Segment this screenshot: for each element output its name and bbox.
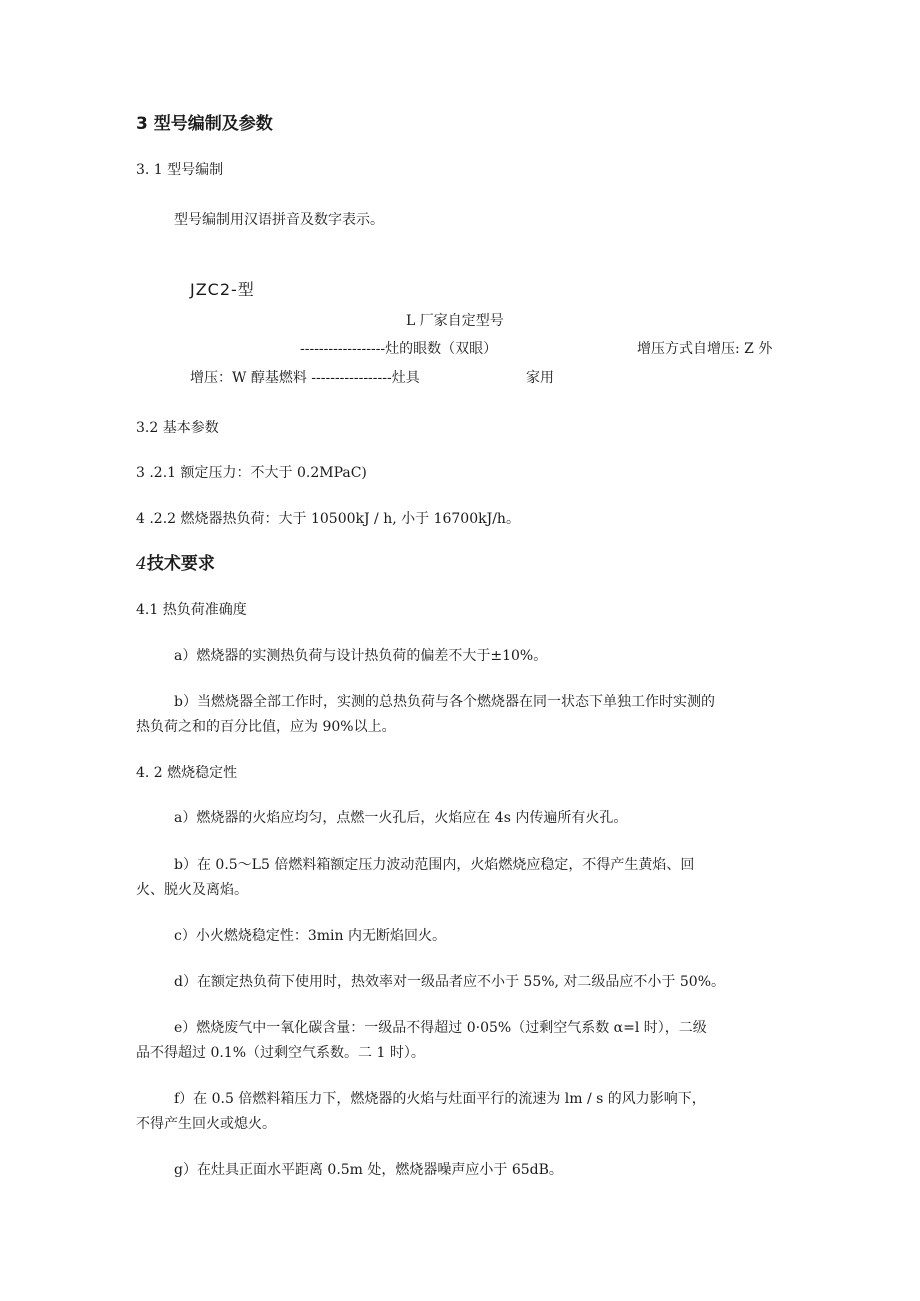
section-3-2-heading: 3.2 基本参数 (136, 420, 219, 436)
section-3-title: 3 型号编制及参数 (136, 114, 273, 134)
item-4-2-e-line2: 品不得超过 0.1%（过剩空气系数。二 1 时）。 (136, 1045, 425, 1061)
section-3-1-heading: 3. 1 型号编制 (136, 162, 224, 178)
section-4-1-heading: 4.1 热负荷准确度 (136, 602, 247, 618)
section-4-2-heading: 4. 2 燃烧稳定性 (136, 765, 238, 781)
section-3-1-intro: 型号编制用汉语拼音及数字表示。 (174, 212, 384, 228)
item-4-2-f-line1: f）在 0.5 倍燃料箱压力下，燃烧器的火焰与灶面平行的流速为 lm / s 的风力影响下， (174, 1091, 706, 1107)
model-line-burners: ------------------灶的眼数（双眼） (300, 341, 498, 357)
item-4-2-b-line2: 火、脱火及离焰。 (136, 882, 248, 898)
item-4-2-a: a）燃烧器的火焰应均匀，点燃一火孔后，火焰应在 4s 内传遍所有火孔。 (174, 810, 628, 826)
section-4-title: 技术要求 (146, 554, 215, 574)
item-4-2-g: g）在灶具正面水平距离 0.5m 处，燃烧器噪声应小于 65dB。 (174, 1162, 563, 1178)
model-code: JZC2-型 (190, 280, 255, 299)
model-line-fuel: 增压：W 醇基燃料 -----------------灶具 (190, 370, 420, 386)
item-4-2-b-line1: b）在 0.5～L5 倍燃料箱额定压力波动范围内，火焰燃烧应稳定，不得产生黄焰、回 (174, 857, 695, 873)
param-rated-pressure: 3 .2.1 额定压力：不大于 0.2MPaC) (136, 465, 367, 481)
model-line-manufacturer: L 厂家自定型号 (406, 313, 504, 329)
section-3-heading (136, 114, 273, 134)
section-4-heading (136, 554, 215, 574)
param-heat-load: 4 .2.2 燃烧器热负荷：大于 10500kJ / h, 小于 16700kJ/h。 (136, 511, 520, 527)
item-4-2-c: c）小火燃烧稳定性：3min 内无断焰回火。 (174, 928, 446, 944)
section-4-number: 4 (136, 554, 147, 574)
model-line-pressurize: 增压方式自增压: Z 外 (637, 341, 773, 357)
item-4-2-f-line2: 不得产生回火或熄火。 (136, 1116, 276, 1132)
item-4-1-b-line2: 热负荷之和的百分比值，应为 90%以上。 (136, 719, 396, 735)
item-4-2-e-line1: e）燃烧废气中一氧化碳含量：一级品不得超过 0·05%（过剩空气系数 α=l 时），二级 (174, 1020, 707, 1036)
item-4-2-d: d）在额定热负荷下使用时，热效率对一级品者应不小于 55%, 对二级品应不小于 50%。 (174, 974, 725, 990)
item-4-1-a: a）燃烧器的实测热负荷与设计热负荷的偏差不大于±10%。 (174, 648, 548, 664)
item-4-1-b-line1: b）当燃烧器全部工作时，实测的总热负荷与各个燃烧器在同一状态下单独工作时实测的 (174, 694, 715, 710)
model-line-usage: 家用 (526, 370, 554, 386)
